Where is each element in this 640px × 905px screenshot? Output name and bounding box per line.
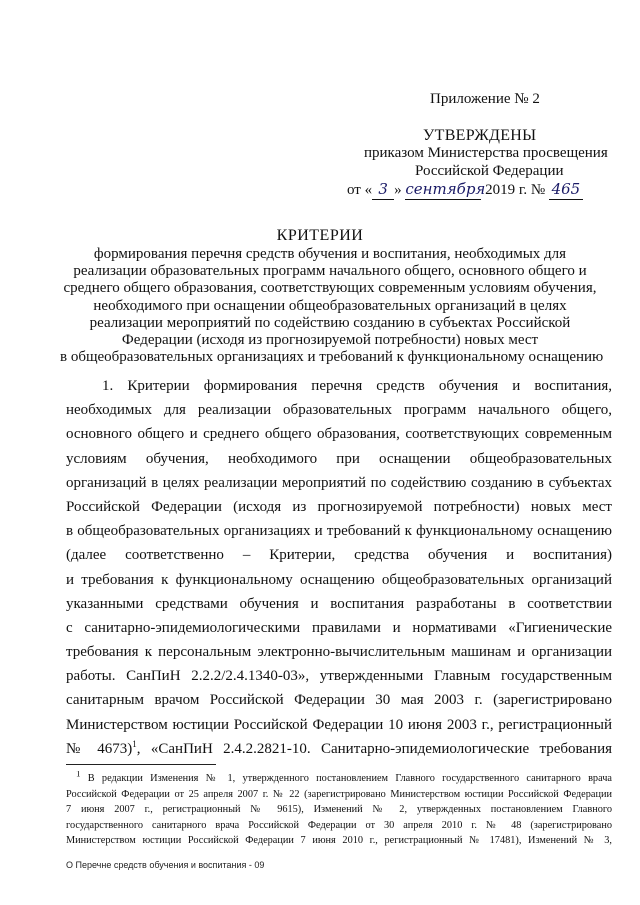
appendix-label: Приложение № 2: [430, 91, 540, 107]
body-line: 1. Критерии формирования перечня средств обучения и воспитания,: [102, 378, 612, 394]
body-line: условиям обучения, необходимого при оснащении общеобразовательных: [66, 450, 612, 467]
body-line: в общеобразовательных организациях и требований к функциональному оснащению: [66, 523, 612, 540]
order-line-1: приказом Министерства просвещения: [364, 145, 608, 161]
body-line: организаций в целях реализации мероприятий по содействию созданию в субъектах: [66, 474, 612, 491]
document-title: КРИТЕРИИ: [276, 227, 364, 244]
page-footer: О Перечне средств обучения и воспитания - 09: [66, 860, 265, 870]
date-mid: »: [394, 182, 402, 198]
order-line-2: Российской Федерации: [415, 163, 564, 179]
date-day-handwritten: 3: [372, 180, 394, 200]
body-line: с санитарно-эпидемиологическими правилами и нормативами «Гигиенические: [66, 619, 612, 636]
body-line: Министерством юстиции Российской Федерации 10 июня 2003 г., регистрационный: [66, 716, 612, 733]
footnote-reference[interactable]: 1: [132, 738, 137, 749]
body-line: санитарным врачом Российской Федерации 30 мая 2003 г. (зарегистрировано: [66, 692, 612, 709]
body-line-last: [66, 737, 612, 761]
footnote-line: Министерством юстиции Российской Федерации 7 июня 2010 г., регистрационный № 17481), Изменений № 3,: [66, 835, 612, 847]
footnote-line: [66, 771, 612, 787]
body-line: работы. СанПиН 2.2.2/2.4.1340-03», утвержденными Главным государственным: [66, 668, 612, 685]
body-paragraph: [66, 374, 612, 761]
subtitle-line: формирования перечня средств обучения и воспитания, необходимых для: [93, 246, 567, 262]
approved-label: УТВЕРЖДЕНЫ: [423, 127, 537, 144]
body-line: указанными средствами обучения и воспитания разработаны в соответствии: [66, 595, 612, 612]
date-month-handwritten: сентября: [405, 180, 486, 198]
subtitle-line: среднего общего образования, соответствующих современным условиям обучения,: [63, 280, 597, 297]
body-line: Российской Федерации (исходя из прогнозируемой потребности) новых мест: [66, 498, 612, 515]
body-line: требования к персональным электронно-вычислительным машинам и организации: [66, 644, 612, 661]
body-line: и требования к функциональному оснащению общеобразовательных организаций: [66, 571, 612, 588]
order-number-handwritten: 465: [549, 180, 583, 200]
document-subtitle: [60, 246, 604, 366]
subtitle-line: реализации мероприятий по содействию созданию в субъектах Российской: [89, 314, 571, 331]
order-date-line: [347, 180, 617, 200]
footnote-line: 7 июня 2007 г., регистрационный № 9615), Изменений № 2, утвержденных постановлением Главного: [66, 804, 612, 816]
body-line: основного общего и среднего общего образования, соответствующих современным: [66, 426, 612, 443]
body-last-after: , «СанПиН 2.4.2.2821-10. Санитарно-эпидемиологические требования: [136, 740, 612, 757]
subtitle-line: необходимого при оснащении общеобразовательных организаций в целях: [93, 297, 567, 314]
subtitle-line: в общеобразовательных организациях и требований к функциональному оснащению: [60, 349, 604, 366]
footnote-marker: 1: [76, 771, 81, 779]
body-last-before: № 4673): [66, 740, 133, 757]
footnote-line: Российской Федерации от 25 апреля 2007 г. № 22 (зарегистрировано Министерством юстиции Российской Федерации: [66, 788, 612, 800]
footnote-line: государственного санитарного врача Российской Федерации от 30 апреля 2010 г. № 48 (зарегистрировано: [66, 819, 612, 831]
date-year: 2019 г. №: [485, 182, 546, 198]
subtitle-line: реализации образовательных программ начального общего, основного общего и: [73, 263, 587, 280]
body-line: необходимых для реализации образовательных программ начального общего,: [66, 402, 612, 419]
body-line: (далее соответственно – Критерии, средства обучения и воспитания): [66, 547, 612, 564]
footnote-line-text: В редакции Изменения № 1, утвержденного постановлением Главного государственного санитарного врача: [87, 773, 612, 784]
date-prefix: от «: [347, 182, 373, 198]
subtitle-line: Федерации (исходя из прогнозируемой потребности) новых мест: [121, 332, 539, 349]
footnote-separator: [66, 764, 216, 765]
footnote: [66, 771, 612, 849]
